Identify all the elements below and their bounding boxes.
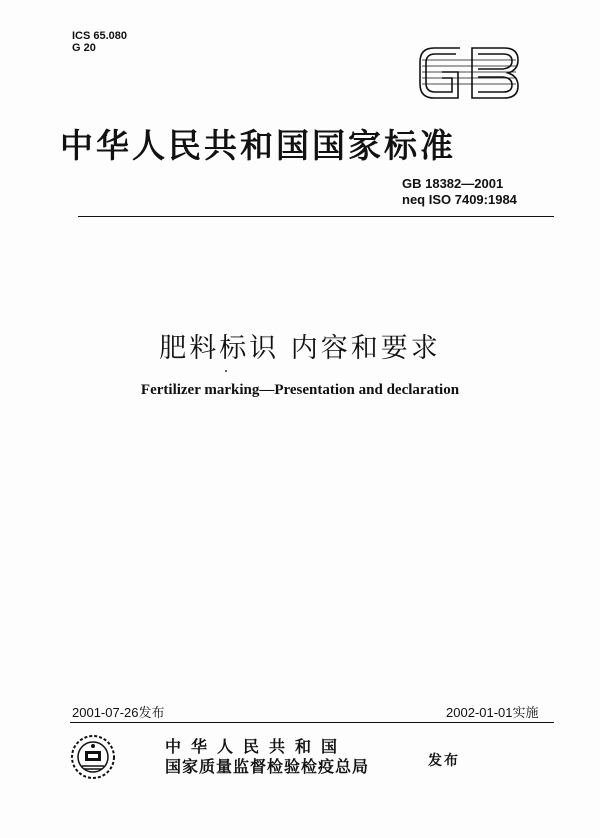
issuer-line-2: 国家质量监督检验检疫总局 bbox=[165, 757, 370, 776]
document-title-cn: 肥料标识 内容和要求 bbox=[159, 333, 441, 364]
header-divider bbox=[78, 216, 554, 217]
effective-date: 2002-01-01实施 bbox=[446, 705, 539, 720]
issuing-authority bbox=[165, 737, 369, 777]
national-emblem-icon bbox=[70, 734, 116, 780]
ccs-code: G 20 bbox=[72, 42, 96, 54]
issuer-line-1: 中华人民共和国 bbox=[165, 737, 348, 756]
standard-number-gb: GB 18382—2001 bbox=[402, 176, 504, 191]
standard-number bbox=[402, 176, 517, 208]
standard-number-iso: neq ISO 7409:1984 bbox=[402, 192, 517, 207]
document-title-en: Fertilizer marking—Presentation and declaration bbox=[140, 382, 460, 398]
ics-code: ICS 65.080 bbox=[72, 30, 128, 42]
publish-label: 发布 bbox=[428, 753, 460, 769]
issue-date: 2001-07-26发布 bbox=[72, 705, 165, 720]
classification-codes bbox=[72, 30, 127, 54]
speck-mark bbox=[225, 370, 227, 372]
gb-logo bbox=[414, 42, 524, 104]
footer-divider bbox=[70, 722, 554, 723]
standard-category-title: 中华人民共和国国家标准 bbox=[60, 126, 456, 165]
